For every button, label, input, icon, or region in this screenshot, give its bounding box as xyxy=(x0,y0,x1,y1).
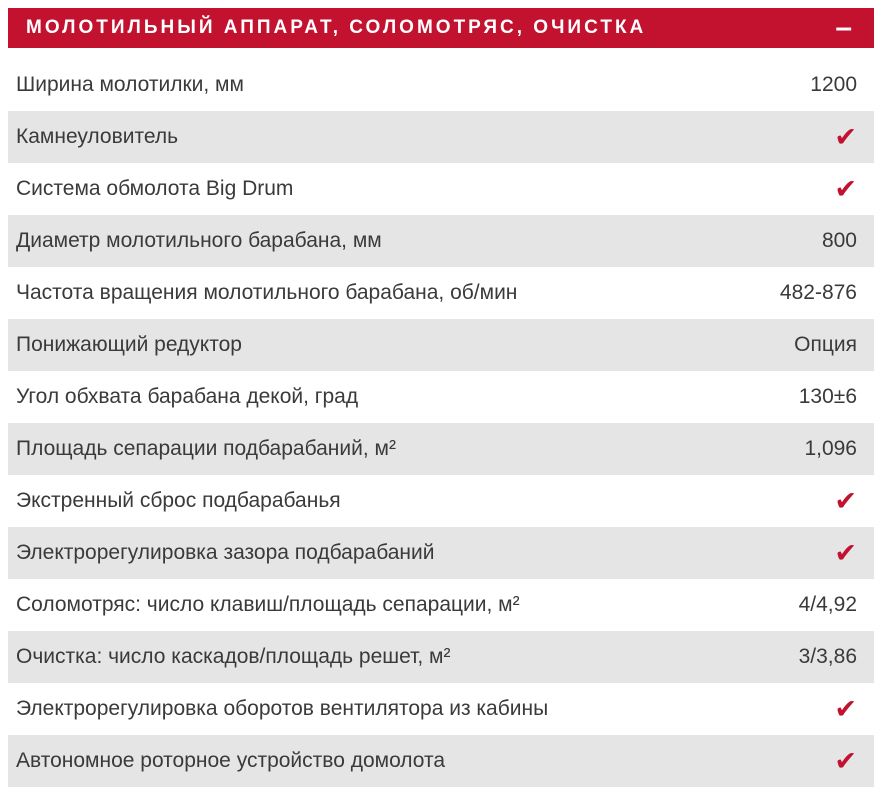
table-row xyxy=(8,371,874,423)
spec-table xyxy=(8,59,874,787)
row-value: 1200 xyxy=(810,73,857,96)
section-header[interactable] xyxy=(8,8,874,48)
section-title: МОЛОТИЛЬНЫЙ АППАРАТ, СОЛОМОТРЯС, ОЧИСТКА xyxy=(26,17,647,38)
row-label: Электрорегулировка оборотов вентилятора из кабины xyxy=(16,697,549,720)
check-icon: ✔ xyxy=(834,537,857,569)
table-row xyxy=(8,319,874,371)
row-value: Опция xyxy=(794,333,857,356)
table-row xyxy=(8,475,874,527)
row-label: Угол обхвата барабана декой, град xyxy=(16,385,359,408)
row-label: Экстренный сброс подбарабанья xyxy=(16,489,341,512)
check-icon: ✔ xyxy=(834,173,857,205)
row-label: Ширина молотилки, мм xyxy=(16,73,244,96)
row-label: Соломотряс: число клавиш/площадь сепарации, м² xyxy=(16,593,520,616)
table-row xyxy=(8,163,874,215)
table-row xyxy=(8,267,874,319)
row-label: Частота вращения молотильного барабана, об/мин xyxy=(16,281,518,304)
row-label: Система обмолота Big Drum xyxy=(16,177,294,200)
row-value: 130±6 xyxy=(798,385,857,408)
row-value: 800 xyxy=(821,229,857,252)
check-icon: ✔ xyxy=(834,693,857,725)
row-value: 1,096 xyxy=(804,437,857,460)
table-row xyxy=(8,631,874,683)
table-row xyxy=(8,527,874,579)
table-row xyxy=(8,735,874,787)
row-label: Очистка: число каскадов/площадь решет, м² xyxy=(16,645,451,668)
row-value: 4/4,92 xyxy=(798,593,857,616)
row-label: Автономное роторное устройство домолота xyxy=(16,749,446,772)
collapse-icon[interactable]: – xyxy=(835,11,852,44)
table-row xyxy=(8,59,874,111)
row-label: Диаметр молотильного барабана, мм xyxy=(16,229,382,252)
table-row xyxy=(8,111,874,163)
check-icon: ✔ xyxy=(834,485,857,517)
check-icon: ✔ xyxy=(834,745,857,777)
table-row xyxy=(8,683,874,735)
row-label: Понижающий редуктор xyxy=(16,333,242,356)
row-label: Площадь сепарации подбарабаний, м² xyxy=(16,437,396,460)
table-row xyxy=(8,579,874,631)
row-value: 3/3,86 xyxy=(798,645,857,668)
row-label: Камнеуловитель xyxy=(16,125,179,148)
table-row xyxy=(8,423,874,475)
row-label: Электрорегулировка зазора подбарабаний xyxy=(16,541,435,564)
check-icon: ✔ xyxy=(834,121,857,153)
table-row xyxy=(8,215,874,267)
row-value: 482-876 xyxy=(779,281,857,304)
